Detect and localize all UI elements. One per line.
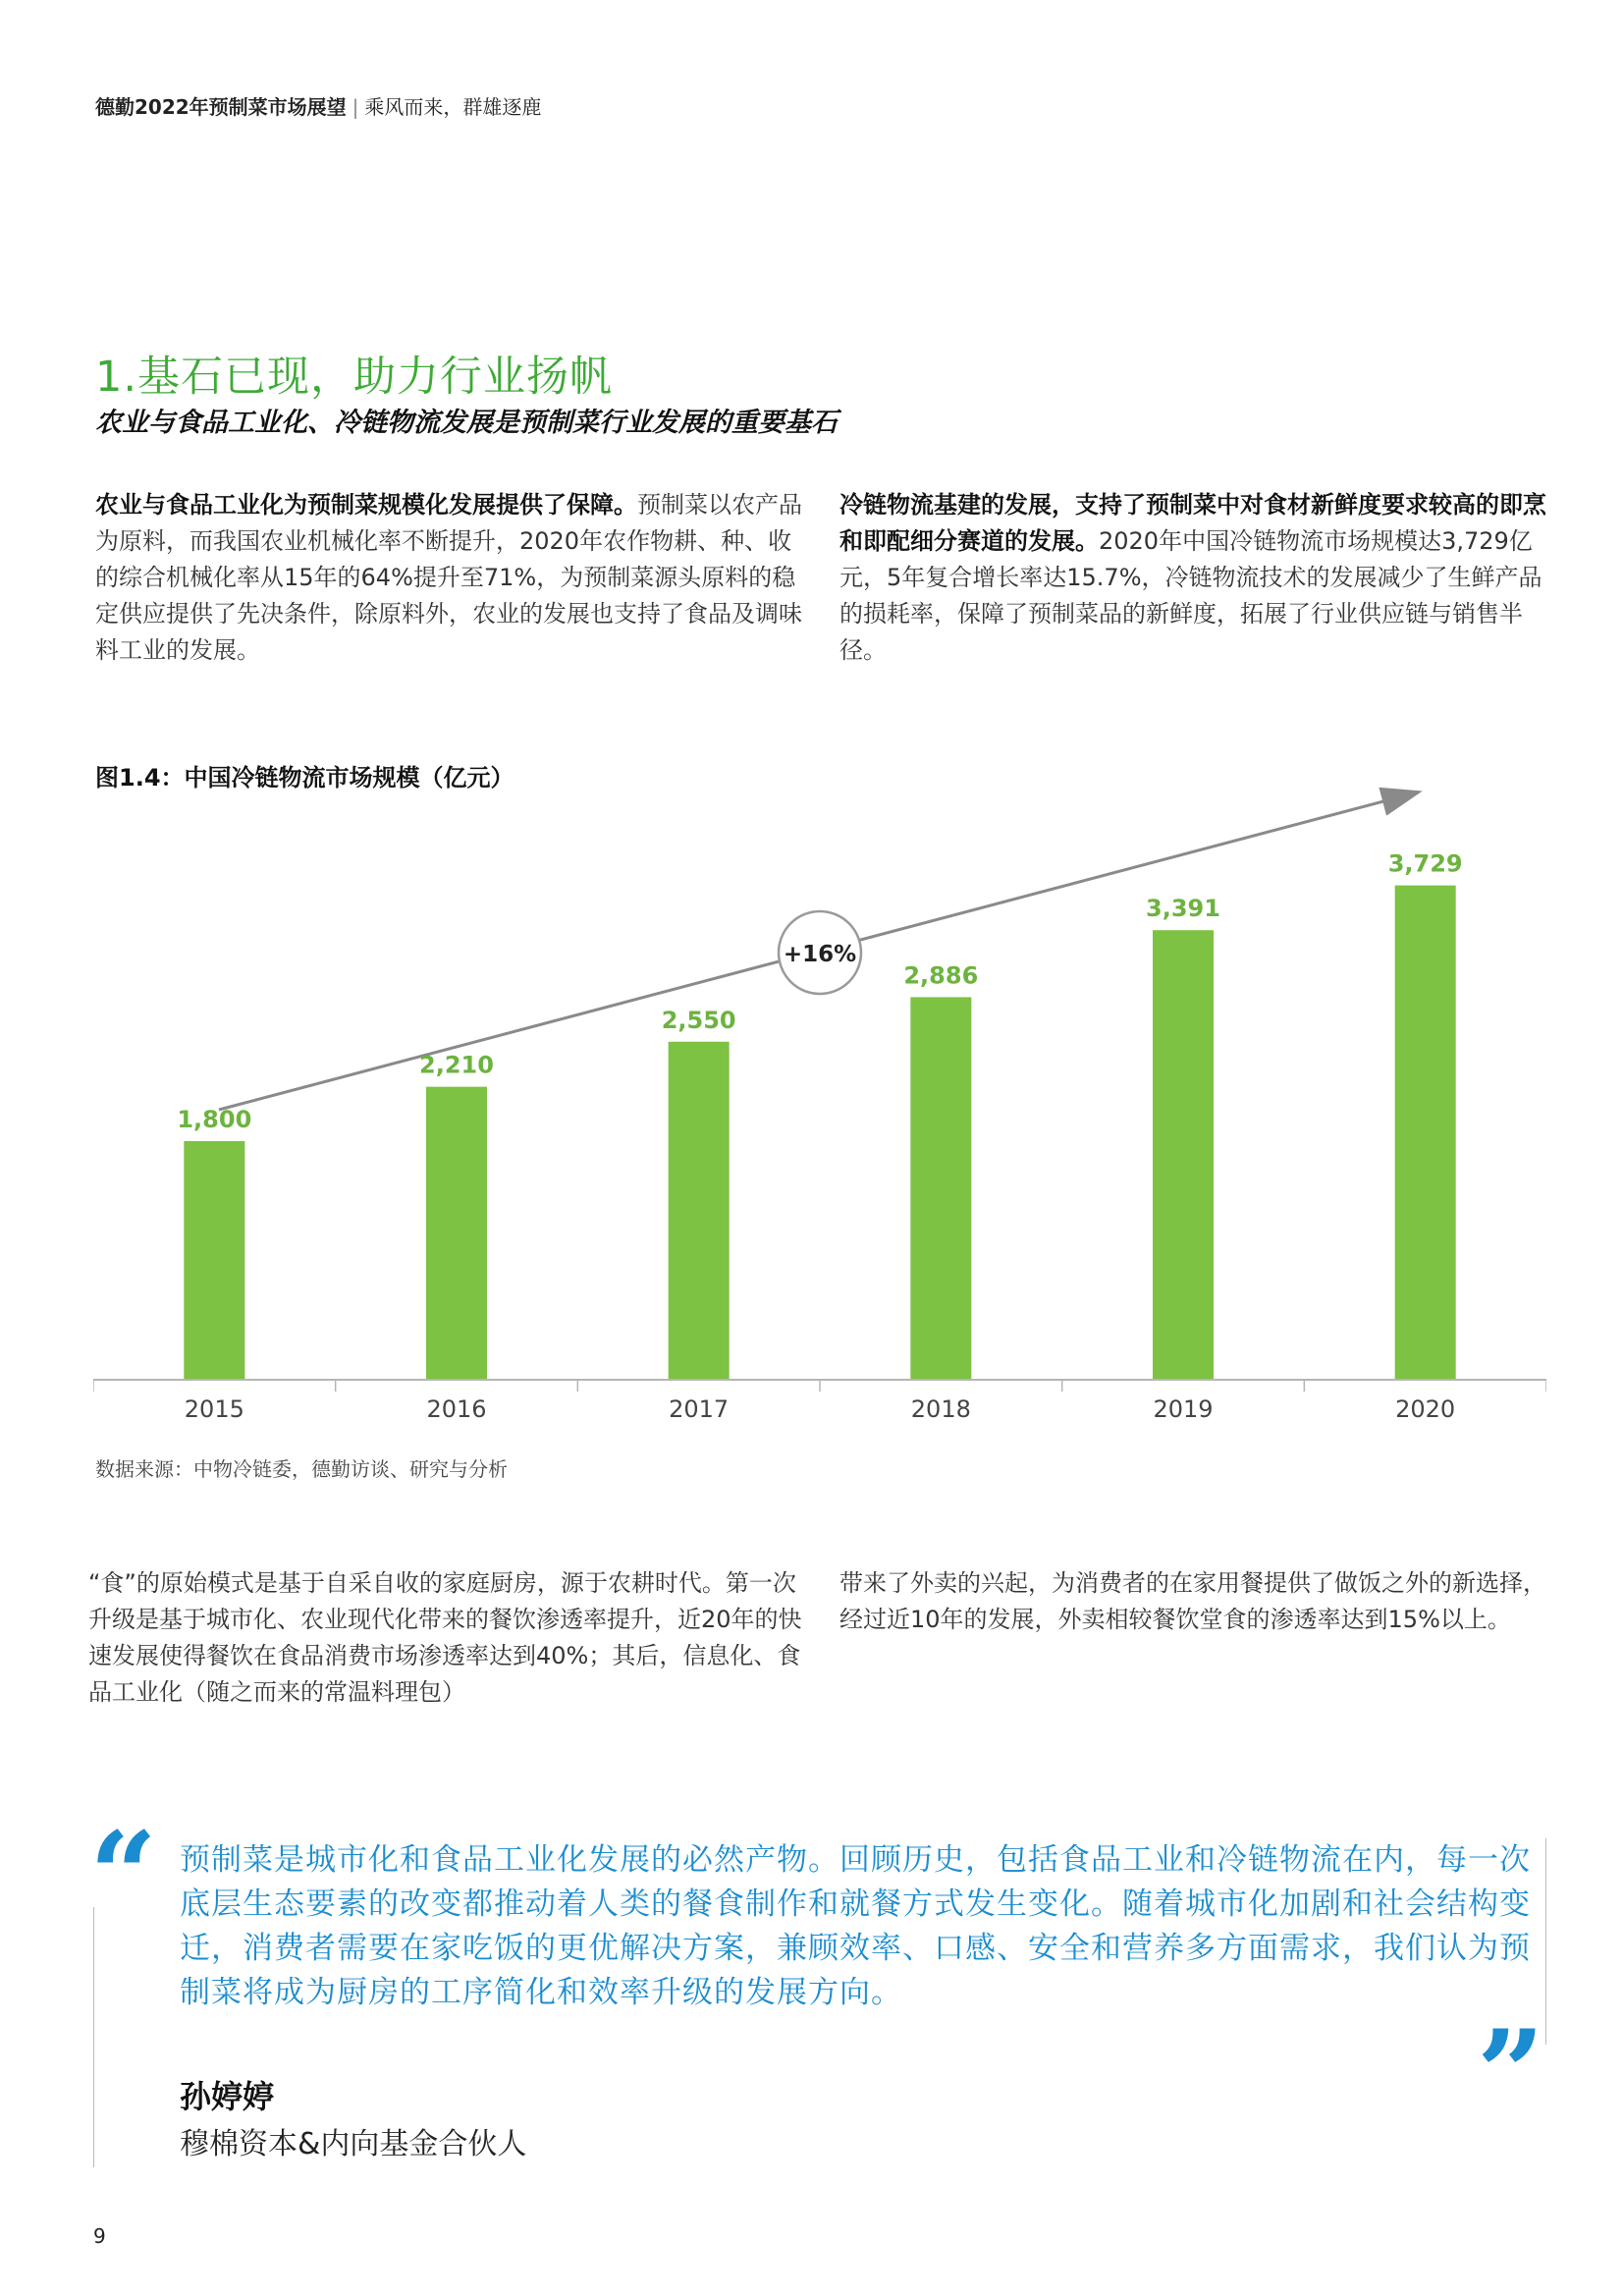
intro-left-paragraph [95, 487, 808, 669]
x-tick-label-2020: 2020 [1395, 1395, 1456, 1423]
body-right-paragraph: 带来了外卖的兴起，为消费者的在家用餐提供了做饭之外的新选择，经过近10年的发展，外卖相较餐饮堂食的渗透率达到15%以上。 [839, 1569, 1546, 1633]
x-tick-label-2017: 2017 [669, 1395, 730, 1423]
intro-right-body: 2020年中国冷链物流市场规模达3,729亿元，5年复合增长率达15.7%，冷链物流技术的发展减少了生鲜产品的损耗率，保障了预制菜品的新鲜度，拓展了行业供应链与销售半径。 [839, 527, 1542, 664]
market-size-bar-chart [93, 776, 1546, 1463]
close-quote-icon: ” [1476, 2004, 1544, 2143]
body-left-paragraph: “食”的原始模式是基于自采自收的家庭厨房，源于农耕时代。第一次升级是基于城市化、农业现代化带来的餐饮渗透率提升，近20年的快速发展使得餐饮在食品消费市场渗透率达到40%；其后，信息化、食品工业化（随之而来的常温料理包） [88, 1569, 802, 1706]
quote-rule-left [93, 1907, 94, 2167]
figure-source: 数据来源：中物冷链委，德勤访谈、研究与分析 [95, 1457, 508, 1481]
x-tick-label-2019: 2019 [1153, 1395, 1214, 1423]
intro-right-paragraph [839, 487, 1546, 669]
growth-annotation-label: +16% [783, 942, 857, 967]
bar-value-label-2016: 2,210 [419, 1051, 494, 1079]
bar-2015 [184, 1141, 244, 1380]
x-tick-label-2018: 2018 [910, 1395, 971, 1423]
bar-2017 [669, 1042, 730, 1380]
quote-author-role: 穆棉资本&内向基金合伙人 [180, 2127, 527, 2161]
intro-right-lead: 冷链物流基建的发展，支持了预制菜中对食材新鲜度要求较高的即烹和即配细分赛道的发展。 [839, 491, 1546, 555]
quote-text: 预制菜是城市化和食品工业化发展的必然产物。回顾历史，包括食品工业和冷链物流在内，每一次底层生态要素的改变都推动着人类的餐食制作和就餐方式发生变化。随着城市化加剧和社会结构变迁，消费者需要在家吃饭的更优解决方案，兼顾效率、口感、安全和营养多方面需求，我们认为预制菜将成为厨房的工序简化和效率升级的发展方向。 [180, 1842, 1531, 2010]
section-subtitle: 农业与食品工业化、冷链物流发展是预制菜行业发展的重要基石 [95, 408, 838, 438]
bar-2018 [910, 997, 971, 1380]
bar-2019 [1153, 930, 1214, 1380]
intro-left-body: 预制菜以农产品为原料，而我国农业机械化率不断提升，2020年农作物耕、种、收的综合机械化率从15年的64%提升至71%，为预制菜源头原料的稳定供应提供了先决条件，除原料外，农业的发展也支持了食品及调味料工业的发展。 [95, 491, 802, 664]
page-header [95, 91, 541, 120]
bar-value-label-2015: 1,800 [177, 1106, 252, 1133]
x-tick-label-2015: 2015 [184, 1395, 244, 1423]
section-title: 1.基石已现，助力行业扬帆 [95, 353, 614, 402]
header-separator: | [352, 95, 359, 119]
bar-2020 [1395, 886, 1456, 1380]
page-number: 9 [93, 2224, 106, 2248]
bar-2016 [426, 1087, 487, 1380]
bar-value-label-2017: 2,550 [661, 1006, 736, 1034]
pull-quote [89, 1806, 1546, 2167]
open-quote-icon: “ [89, 1806, 158, 1944]
quote-author: 孙婷婷 [180, 2078, 275, 2115]
header-brand: 德勤2022年预制菜市场展望 [95, 95, 347, 119]
bar-value-label-2018: 2,886 [903, 961, 979, 990]
x-tick-label-2016: 2016 [426, 1395, 487, 1423]
header-tagline: 乘风而来，群雄逐鹿 [364, 95, 542, 119]
intro-left-lead: 农业与食品工业化为预制菜规模化发展提供了保障。 [95, 491, 637, 519]
growth-annotation [779, 911, 861, 994]
figure-title: 图1.4：中国冷链物流市场规模（亿元） [95, 764, 514, 792]
bar-value-label-2019: 3,391 [1146, 895, 1220, 923]
bar-value-label-2020: 3,729 [1387, 849, 1463, 878]
